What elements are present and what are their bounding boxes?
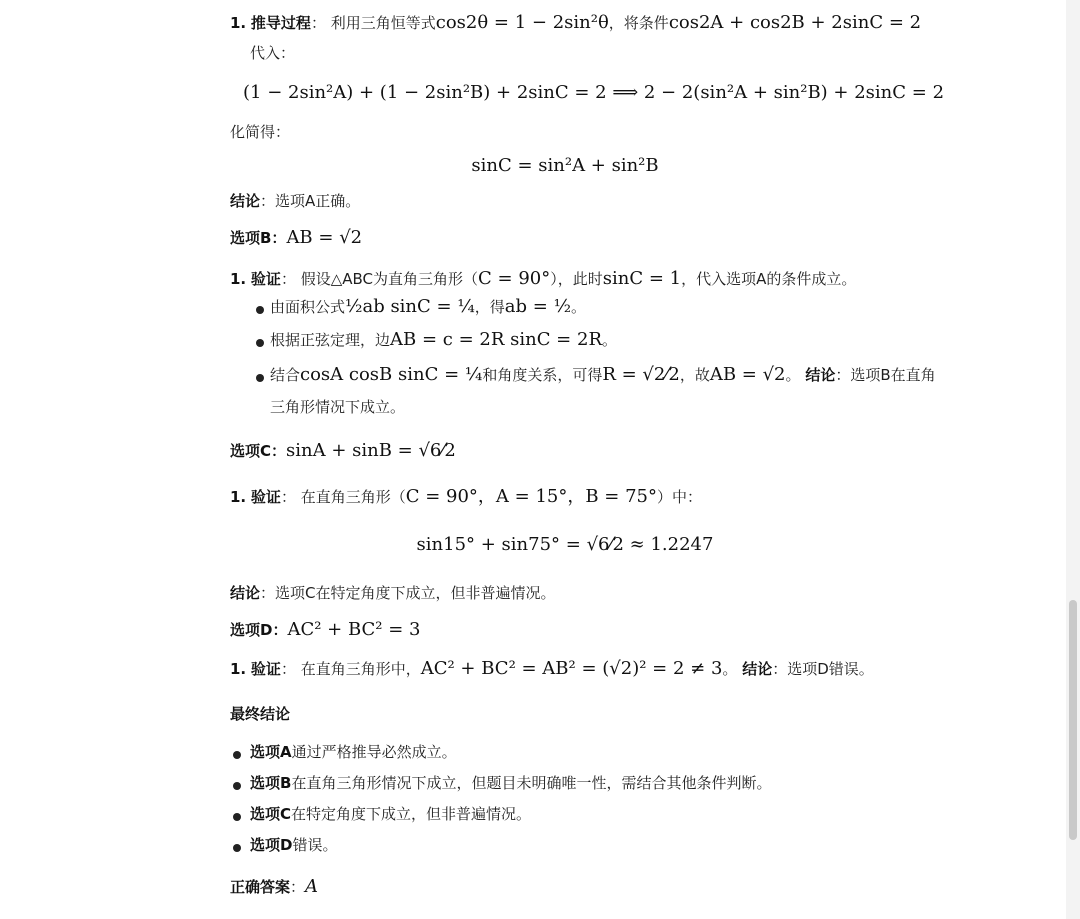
angle-formula: C = 90° <box>478 268 551 289</box>
conclusion-label: 结论 <box>805 366 836 384</box>
final-item-b <box>250 772 920 793</box>
option-b-heading <box>230 227 900 248</box>
r-formula: R = √2⁄2 <box>602 364 680 385</box>
bullet-end: 。 <box>785 366 801 384</box>
final-item-a <box>250 741 920 762</box>
final-item-label: 选项B <box>250 774 292 792</box>
conclusion-text: ：选项B在直角 <box>835 366 936 384</box>
equation-2: sinC = sin²A + sin²B <box>471 155 659 176</box>
option-c-formula: sinA + sinB = √6⁄2 <box>286 440 456 461</box>
simplify-text: 化简得： <box>230 123 291 141</box>
final-heading: 最终结论 <box>230 705 291 723</box>
answer-label: 正确答案 <box>230 878 291 896</box>
cos-formula: cosA cosB sinC = ¼ <box>300 364 483 385</box>
step-text-2: ），此时 <box>550 270 603 288</box>
step-title: 验证 <box>250 660 281 678</box>
bullet-icon <box>233 844 241 852</box>
bullet-icon <box>233 782 241 790</box>
option-b-bullet-3-cont: 三角形情况下成立。 <box>270 398 406 416</box>
ab-value-formula: AB = √2 <box>709 364 786 385</box>
final-item-label: 选项D <box>250 836 293 854</box>
option-d-heading <box>230 619 900 640</box>
intro-text: 利用三角恒等式 <box>330 14 436 32</box>
pythagoras-formula: AC² + BC² = AB² = (√2)² = 2 ≠ 3 <box>420 658 723 679</box>
option-b-bullet-1 <box>270 296 940 317</box>
bullet-text: 结合 <box>270 366 301 384</box>
bullet-text: 由面积公式 <box>270 298 346 316</box>
bullet-text: 根据正弦定理，边 <box>270 331 391 349</box>
condition-formula: cos2A + cos2B + 2sinC = 2 <box>668 12 922 33</box>
equation-1: (1 − 2sin²A) + (1 − 2sin²B) + 2sinC = 2 ⟹ 2 − 2(sin²A + sin²B) + 2sinC = 2 <box>243 82 945 103</box>
final-item-text: 错误。 <box>292 836 338 854</box>
conclusion-text: ：选项C在特定角度下成立，但非普遍情况。 <box>260 584 556 602</box>
answer-value: A <box>305 876 319 897</box>
bullet-icon <box>233 751 241 759</box>
answer-line <box>230 876 900 897</box>
option-b-bullet-2 <box>270 329 940 350</box>
angles-formula: C = 90°，A = 15°，B = 75° <box>405 486 658 507</box>
step-text: ： 假设△ABC为直角三角形（ <box>280 270 479 288</box>
ab-formula: ab = ½ <box>504 296 572 317</box>
conclusion-text: ：选项A正确。 <box>260 192 361 210</box>
option-d-title: 选项D： <box>230 621 288 639</box>
step-text-2: ）中： <box>657 488 703 506</box>
derivation-conclusion <box>230 190 900 211</box>
final-item-text: 通过严格推导必然成立。 <box>291 743 457 761</box>
colon: ： <box>310 14 326 32</box>
bullet-end: 。 <box>602 331 618 349</box>
final-item-label: 选项A <box>250 743 292 761</box>
option-c-step <box>230 482 900 508</box>
final-item-c <box>250 803 920 824</box>
option-d-step <box>230 658 900 679</box>
step-number: 1. <box>230 488 247 506</box>
identity-formula: cos2θ = 1 − 2sin²θ <box>435 12 609 33</box>
step-number: 1. <box>230 660 247 678</box>
sine-law-formula: AB = c = 2R sinC = 2R <box>390 329 602 350</box>
step-title: 验证 <box>250 270 281 288</box>
option-d-formula: AC² + BC² = 3 <box>287 619 421 640</box>
intro-text-2: ，将条件 <box>608 14 669 32</box>
final-item-text: 在特定角度下成立，但非普遍情况。 <box>291 805 532 823</box>
option-b-bullet-3 <box>270 364 940 385</box>
step-text: ： 在直角三角形（ <box>280 488 406 506</box>
bullet-icon <box>233 813 241 821</box>
area-formula: ½ab sinC = ¼ <box>345 296 475 317</box>
option-b-step <box>230 268 900 289</box>
option-c-title: 选项C： <box>230 442 287 460</box>
substitute-text: 代入： <box>250 44 296 62</box>
final-item-d <box>250 834 920 855</box>
bullet-end: 。 <box>571 298 587 316</box>
option-c-heading <box>230 440 900 461</box>
conclusion-label: 结论 <box>230 192 261 210</box>
bullet-icon <box>256 339 264 347</box>
option-c-equation: sin15° + sin75° = √6⁄2 ≈ 1.2247 <box>416 534 714 555</box>
bullet-icon <box>256 374 264 382</box>
step-number: 1. <box>230 14 247 32</box>
answer-colon: ： <box>290 878 306 896</box>
option-b-title: 选项B： <box>230 229 287 247</box>
option-c-conclusion <box>230 582 900 603</box>
sin-formula: sinC = 1 <box>602 268 682 289</box>
step-title: 推导过程 <box>250 14 311 32</box>
scrollbar-thumb[interactable] <box>1069 600 1077 840</box>
final-item-text: 在直角三角形情况下成立，但题目未明确唯一性，需结合其他条件判断。 <box>291 774 772 792</box>
step-text: ： 在直角三角形中， <box>280 660 421 678</box>
conclusion-label: 结论 <box>230 584 261 602</box>
derivation-step <box>230 12 922 33</box>
step-end: 。 <box>722 660 738 678</box>
bullet-text-2: ，得 <box>474 298 505 316</box>
bullet-icon <box>256 306 264 314</box>
option-b-formula: AB = √2 <box>286 227 363 248</box>
step-title: 验证 <box>250 488 281 506</box>
bullet-text-3: ，故 <box>679 366 710 384</box>
final-item-label: 选项C <box>250 805 292 823</box>
conclusion-text: ：选项D错误。 <box>772 660 874 678</box>
step-number: 1. <box>230 270 247 288</box>
scrollbar[interactable] <box>1066 0 1080 919</box>
conclusion-label: 结论 <box>742 660 773 678</box>
step-text-3: ，代入选项A的条件成立。 <box>681 270 857 288</box>
bullet-text-2: 和角度关系，可得 <box>482 366 603 384</box>
